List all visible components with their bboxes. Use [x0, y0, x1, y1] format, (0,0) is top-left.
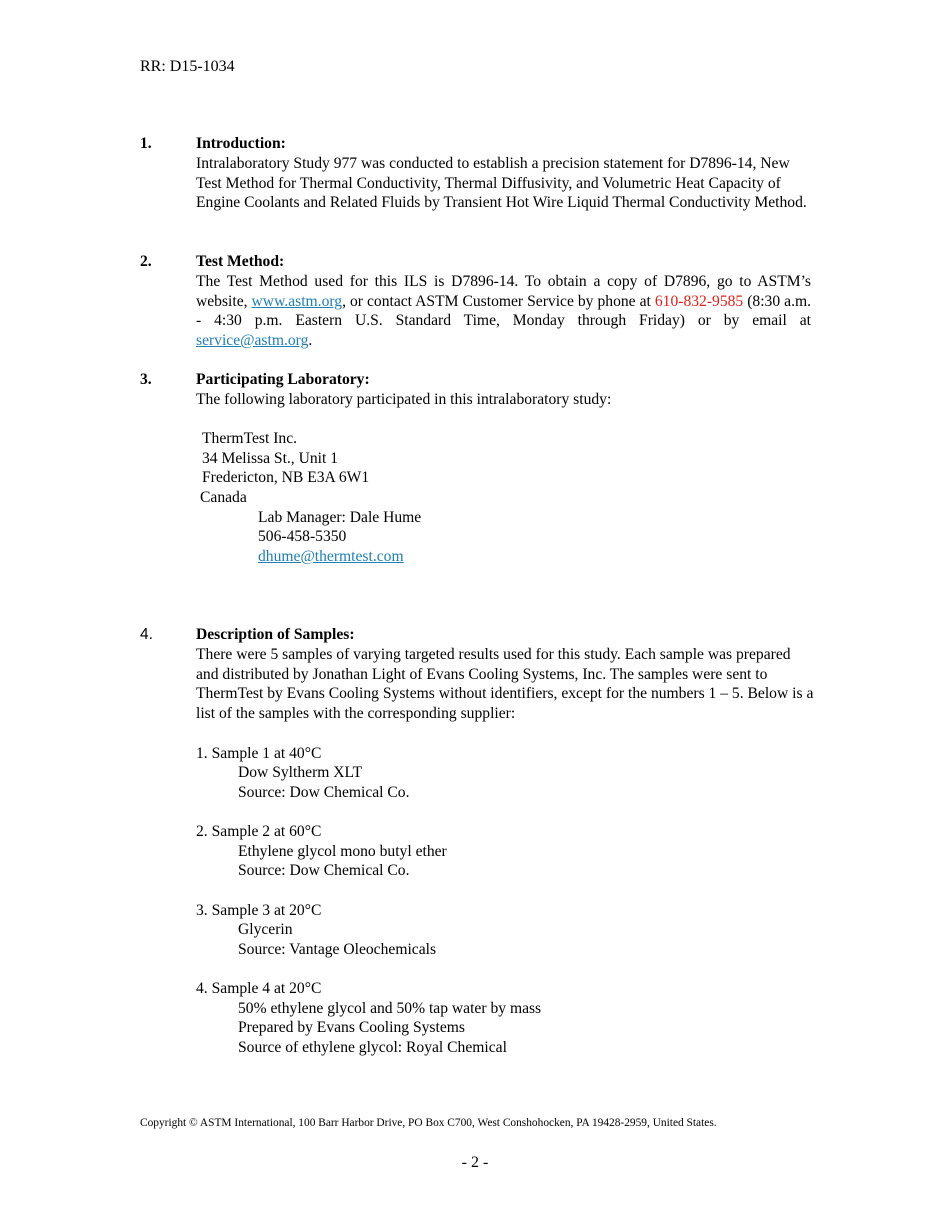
page-number: - 2 -: [461, 1154, 489, 1171]
lab-address-line-2: Fredericton, NB E3A 6W1: [202, 469, 370, 486]
section-3-number: 3.: [140, 371, 152, 388]
lab-email-link[interactable]: dhume@thermtest.com: [258, 548, 404, 565]
section-2-body: [196, 272, 811, 350]
section-2-text-d: .: [308, 331, 313, 349]
section-1-number: 1.: [140, 135, 152, 152]
report-id-header: RR: D15-1034: [140, 58, 235, 75]
sample-1-source: Source: Dow Chemical Co.: [238, 784, 410, 801]
sample-3-description: Glycerin: [238, 921, 293, 938]
sample-2-description: Ethylene glycol mono butyl ether: [238, 843, 447, 860]
section-2-number: 2.: [140, 253, 152, 270]
sample-1-title: 1. Sample 1 at 40°C: [196, 745, 322, 762]
section-3-intro: The following laboratory participated in this intralaboratory study:: [196, 391, 612, 408]
copyright-footer: Copyright © ASTM International, 100 Barr Harbor Drive, PO Box C700, West Conshohocken, PA 19428-2959, United States.: [140, 1117, 717, 1129]
lab-phone: 506-458-5350: [258, 528, 347, 545]
section-2-heading: Test Method:: [196, 253, 285, 270]
astm-website-link[interactable]: www.astm.org: [251, 292, 343, 310]
section-4-heading: Description of Samples:: [196, 626, 355, 643]
section-4-body: There were 5 samples of varying targeted results used for this study. Each sample was prepared and distributed by Jonathan Light of Evans Cooling Systems, Inc. The samples were sent to ThermTest by Evans Cooling Systems without identifiers, except for the numbers 1 – 5. Below is a list of the samples with the corresponding supplier:: [196, 646, 814, 722]
sample-4-description: 50% ethylene glycol and 50% tap water by mass: [238, 1000, 542, 1017]
lab-country: Canada: [200, 489, 247, 506]
section-2-text-a: The Test Method used for this ILS is D7896-14. To obtain a copy of D7896, go to ASTM’s website,: [196, 273, 811, 310]
section-1-heading: Introduction:: [196, 135, 286, 152]
sample-3-title: 3. Sample 3 at 20°C: [196, 902, 322, 919]
section-3-heading: Participating Laboratory:: [196, 371, 370, 388]
sample-1-description: Dow Syltherm XLT: [238, 764, 363, 781]
section-2-text-b: , or contact ASTM Customer Service by phone at: [342, 292, 655, 310]
section-2-text-c: (8:30 a.m. - 4:30 p.m. Eastern U.S. Standard Time, Monday through Friday) or by email at: [196, 292, 811, 330]
sample-2-title: 2. Sample 2 at 60°C: [196, 823, 322, 840]
section-4-number: 4.: [140, 626, 153, 643]
section-1-body: Intralaboratory Study 977 was conducted to establish a precision statement for D7896-14, New Test Method for Thermal Conductivity, Thermal Diffusivity, and Volumetric Heat Capacity of Engine Coolants and Related Fluids by Transient Hot Wire Liquid Thermal Conductivity Method.: [196, 155, 807, 212]
astm-service-email-link[interactable]: service@astm.org: [196, 331, 309, 349]
customer-service-phone: 610-832-9585: [654, 292, 744, 310]
sample-4-title: 4. Sample 4 at 20°C: [196, 980, 322, 997]
lab-manager: Lab Manager: Dale Hume: [258, 509, 422, 526]
lab-name: ThermTest Inc.: [202, 430, 298, 447]
lab-address-line-1: 34 Melissa St., Unit 1: [202, 450, 339, 467]
sample-2-source: Source: Dow Chemical Co.: [238, 862, 410, 879]
sample-4-preparation: Prepared by Evans Cooling Systems: [238, 1019, 465, 1036]
sample-3-source: Source: Vantage Oleochemicals: [238, 941, 437, 958]
sample-4-source: Source of ethylene glycol: Royal Chemical: [238, 1039, 507, 1056]
